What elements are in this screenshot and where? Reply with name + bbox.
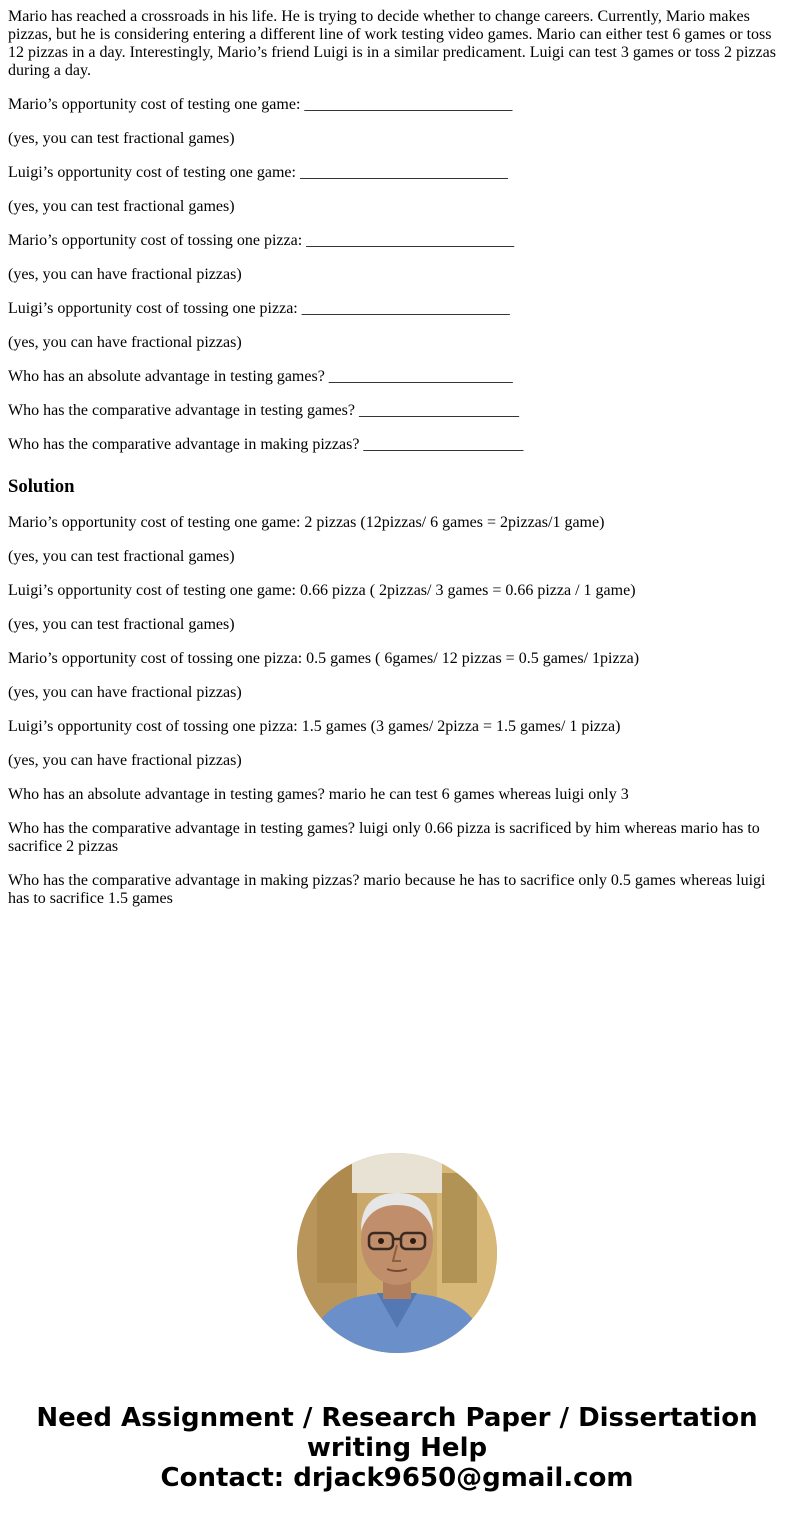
question-item: Luigi’s opportunity cost of tossing one pizza: __________________________	[8, 300, 510, 317]
solution-item: (yes, you can have fractional pizzas)	[8, 752, 242, 769]
question-item: Mario’s opportunity cost of testing one game: __________________________	[8, 96, 513, 113]
author-avatar	[297, 1153, 497, 1353]
promo-line: Need Assignment / Research Paper / Dissertation	[36, 1403, 758, 1433]
solution-item: Mario’s opportunity cost of tossing one pizza: 0.5 games ( 6games/ 12 pizzas = 0.5 games/ 1pizza)	[8, 650, 640, 667]
solution-heading: Solution	[8, 476, 75, 497]
promo-line: writing Help	[306, 1433, 488, 1463]
question-item: (yes, you can test fractional games)	[8, 130, 235, 147]
question-item: (yes, you can have fractional pizzas)	[8, 334, 242, 351]
solution-item: Luigi’s opportunity cost of testing one game: 0.66 pizza ( 2pizzas/ 3 games = 0.66 pizza / 1 game)	[8, 582, 636, 599]
question-item: Mario’s opportunity cost of tossing one pizza: __________________________	[8, 232, 515, 249]
question-item: Who has an absolute advantage in testing games? _______________________	[8, 368, 513, 385]
question-item: Who has the comparative advantage in testing games? ____________________	[8, 402, 519, 419]
solution-item: Who has the comparative advantage in testing games? luigi only 0.66 pizza is sacrificed by him whereas mario has to sacrifice 2 pizzas	[8, 820, 760, 855]
question-item: Who has the comparative advantage in making pizzas? ____________________	[8, 436, 524, 453]
solution-item: Luigi’s opportunity cost of tossing one pizza: 1.5 games (3 games/ 2pizza = 1.5 games/ 1 pizza)	[8, 718, 621, 735]
solution-item: (yes, you can have fractional pizzas)	[8, 684, 242, 701]
document-content	[8, 8, 786, 924]
question-item: (yes, you can test fractional games)	[8, 198, 235, 215]
avatar-portrait-icon	[297, 1153, 497, 1353]
question-item: (yes, you can have fractional pizzas)	[8, 266, 242, 283]
solution-item: (yes, you can test fractional games)	[8, 616, 235, 633]
promo-contact: Contact: drjack9650@gmail.com	[160, 1463, 634, 1493]
solution-item: Who has the comparative advantage in making pizzas? mario because he has to sacrifice only 0.5 games whereas luigi has to sacrifice 1.5 games	[8, 872, 766, 907]
solution-item: Mario’s opportunity cost of testing one game: 2 pizzas (12pizzas/ 6 games = 2pizzas/1 game)	[8, 514, 605, 531]
question-intro: Mario has reached a crossroads in his life. He is trying to decide whether to change careers. Currently, Mario makes pizzas, but he is considering entering a different line of work testing video games. Mario can either test 6 games or toss 12 pizzas in a day. Interestingly, Mario’s friend Luigi is in a similar predicament. Luigi can test 3 games or toss 2 pizzas during a day.	[8, 8, 776, 79]
promo-banner	[0, 1403, 794, 1493]
solution-item: (yes, you can test fractional games)	[8, 548, 235, 565]
solution-item: Who has an absolute advantage in testing games? mario he can test 6 games whereas luigi only 3	[8, 786, 629, 803]
question-item: Luigi’s opportunity cost of testing one game: __________________________	[8, 164, 508, 181]
